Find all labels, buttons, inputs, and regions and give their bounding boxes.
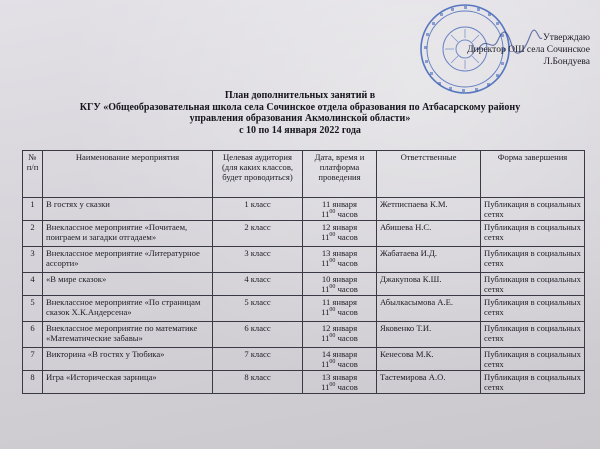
row-event-name: «В мире сказок» bbox=[43, 273, 213, 296]
row-time-hour: 11 bbox=[321, 284, 330, 294]
row-responsible: Джакупова К.Ш. bbox=[377, 273, 481, 296]
row-date-time bbox=[303, 348, 377, 371]
row-date: 14 января bbox=[321, 349, 358, 359]
row-time bbox=[306, 382, 373, 392]
row-completion-form: Публикация в социальных сетях bbox=[481, 247, 585, 273]
table-row bbox=[23, 296, 585, 322]
table-row bbox=[23, 322, 585, 348]
row-number: 1 bbox=[23, 198, 43, 221]
row-responsible: Жабатаева И.Д. bbox=[377, 247, 481, 273]
row-number: 4 bbox=[23, 273, 43, 296]
table-body bbox=[23, 198, 585, 394]
row-time-unit: часов bbox=[337, 359, 358, 369]
title-line-4: с 10 по 14 января 2022 года bbox=[239, 124, 361, 136]
row-time-unit: часов bbox=[337, 209, 358, 219]
row-completion-form: Публикация в социальных сетях bbox=[481, 348, 585, 371]
row-event-name: Внеклассное мероприятие «По страницам сказок Х.К.Андерсена» bbox=[43, 296, 213, 322]
row-time-minutes: 00 bbox=[329, 209, 336, 216]
row-time-minutes: 00 bbox=[329, 359, 336, 366]
header-event-name: Наименование мероприятия bbox=[43, 151, 213, 198]
row-time bbox=[306, 333, 373, 343]
title-line-2: КГУ «Общеобразовательная школа села Сочинское отдела образования по Атбасарскому району bbox=[79, 101, 521, 113]
row-number: 3 bbox=[23, 247, 43, 273]
activities-table bbox=[22, 150, 585, 394]
row-audience: 5 класс bbox=[213, 296, 303, 322]
row-time-minutes: 00 bbox=[329, 382, 336, 389]
row-time bbox=[306, 209, 373, 219]
row-audience: 6 класс bbox=[213, 322, 303, 348]
row-audience: 3 класс bbox=[213, 247, 303, 273]
row-time-minutes: 00 bbox=[329, 258, 336, 265]
row-responsible: Абылкасымова А.Е. bbox=[377, 296, 481, 322]
row-event-name: В гостях у сказки bbox=[43, 198, 213, 221]
row-time-hour: 11 bbox=[321, 333, 330, 343]
row-date-time bbox=[303, 322, 377, 348]
row-time-hour: 11 bbox=[321, 359, 330, 369]
row-audience: 1 класс bbox=[213, 198, 303, 221]
row-completion-form: Публикация в социальных сетях bbox=[481, 371, 585, 394]
row-date: 12 января bbox=[321, 222, 358, 232]
row-time bbox=[306, 258, 373, 268]
row-time-unit: часов bbox=[337, 232, 358, 242]
row-time bbox=[306, 307, 373, 317]
row-completion-form: Публикация в социальных сетях bbox=[481, 198, 585, 221]
row-date: 13 января bbox=[321, 248, 358, 258]
approval-line-name: Л.Бондуева bbox=[543, 57, 590, 67]
row-date: 13 января bbox=[321, 372, 358, 382]
row-number: 8 bbox=[23, 371, 43, 394]
row-event-name: Внеклассное мероприятие по математике «Математические забавы» bbox=[43, 322, 213, 348]
row-time-unit: часов bbox=[337, 258, 358, 268]
row-completion-form: Публикация в социальных сетях bbox=[481, 273, 585, 296]
row-time-minutes: 00 bbox=[329, 333, 336, 340]
row-time-unit: часов bbox=[337, 284, 358, 294]
row-time bbox=[306, 232, 373, 242]
row-time-minutes: 00 bbox=[329, 284, 336, 291]
row-completion-form: Публикация в социальных сетях bbox=[481, 296, 585, 322]
row-time bbox=[306, 284, 373, 294]
row-time-hour: 11 bbox=[321, 307, 330, 317]
row-time-hour: 11 bbox=[321, 209, 330, 219]
row-time-hour: 11 bbox=[321, 232, 330, 242]
row-time-unit: часов bbox=[337, 307, 358, 317]
title-line-3: управления образования Акмолинской области» bbox=[189, 113, 411, 124]
row-audience: 2 класс bbox=[213, 221, 303, 247]
row-completion-form: Публикация в социальных сетях bbox=[481, 221, 585, 247]
table-row bbox=[23, 221, 585, 247]
table-row bbox=[23, 247, 585, 273]
document-title bbox=[40, 90, 560, 136]
row-time-unit: часов bbox=[337, 333, 358, 343]
row-date: 12 января bbox=[321, 323, 358, 333]
row-number: 5 bbox=[23, 296, 43, 322]
table-row bbox=[23, 371, 585, 394]
row-event-name: Внеклассное мероприятие «Почитаем, поиграем и загадки отгадаем» bbox=[43, 221, 213, 247]
row-date-time bbox=[303, 221, 377, 247]
row-date-time bbox=[303, 273, 377, 296]
row-date: 11 января bbox=[322, 297, 357, 307]
approval-block bbox=[467, 32, 590, 68]
row-event-name: Викторина «В гостях у Тюбика» bbox=[43, 348, 213, 371]
table-row bbox=[23, 273, 585, 296]
row-event-name: Игра «Историческая зарница» bbox=[43, 371, 213, 394]
row-responsible: Жетписпаева К.М. bbox=[377, 198, 481, 221]
row-date-time bbox=[303, 247, 377, 273]
row-audience: 8 класс bbox=[213, 371, 303, 394]
row-audience: 7 класс bbox=[213, 348, 303, 371]
row-time bbox=[306, 359, 373, 369]
row-time-unit: часов bbox=[337, 382, 358, 392]
row-number: 7 bbox=[23, 348, 43, 371]
table-header-row bbox=[23, 151, 585, 198]
header-audience: Целевая аудитория (для каких классов, будет проводиться) bbox=[213, 151, 303, 198]
table-row bbox=[23, 198, 585, 221]
row-date: 10 января bbox=[321, 274, 358, 284]
header-responsible: Ответственные bbox=[377, 151, 481, 198]
row-time-minutes: 00 bbox=[329, 307, 336, 314]
row-date-time bbox=[303, 198, 377, 221]
row-completion-form: Публикация в социальных сетях bbox=[481, 322, 585, 348]
title-line-1: План дополнительных занятий в bbox=[224, 90, 376, 101]
row-date: 11 января bbox=[322, 199, 357, 209]
row-time-hour: 11 bbox=[321, 258, 330, 268]
row-time-minutes: 00 bbox=[329, 232, 336, 239]
header-number: № п/п bbox=[23, 151, 43, 198]
row-number: 2 bbox=[23, 221, 43, 247]
row-time-hour: 11 bbox=[321, 382, 330, 392]
row-number: 6 bbox=[23, 322, 43, 348]
header-completion-form: Форма завершения bbox=[481, 151, 585, 198]
row-date-time bbox=[303, 296, 377, 322]
row-audience: 4 класс bbox=[213, 273, 303, 296]
approval-line-director: Директор ОШ села Сочинское bbox=[467, 45, 590, 55]
row-responsible: Кенесова М.К. bbox=[377, 348, 481, 371]
row-responsible: Тастемирова А.О. bbox=[377, 371, 481, 394]
row-date-time bbox=[303, 371, 377, 394]
approval-line-approve: Утверждаю bbox=[543, 33, 590, 43]
table-row bbox=[23, 348, 585, 371]
row-responsible: Яковенко Т.И. bbox=[377, 322, 481, 348]
row-event-name: Внеклассное мероприятие «Литературное ассорти» bbox=[43, 247, 213, 273]
row-responsible: Абишева Н.С. bbox=[377, 221, 481, 247]
header-date: Дата, время и платформа проведения bbox=[303, 151, 377, 198]
